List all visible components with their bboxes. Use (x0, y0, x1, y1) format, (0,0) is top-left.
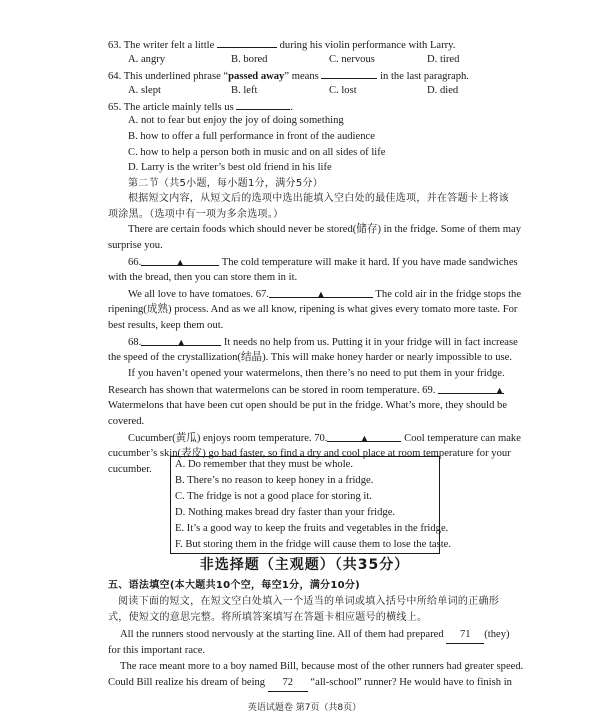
grammar-text: All the runners stood nervously at the starting line. All of them had prepared (120, 629, 444, 640)
choices-box (170, 456, 452, 554)
choice-b: B. There’s no reason to keep honey in a fridge. (175, 475, 374, 486)
q64-option-b: B. left (231, 85, 258, 96)
grammar-line-72 (108, 675, 512, 692)
q65-option-a: A. not to fear but enjoy the joy of doing something (128, 115, 344, 126)
q65-option-c: C. how to help a person both in music and on all sides of life (128, 147, 386, 158)
passage-line-q69 (108, 382, 504, 399)
passage-line: cucumber. (108, 464, 152, 475)
passage-line: covered. (108, 416, 145, 427)
passage-line: best results, keep them out. (108, 320, 224, 331)
section2-instruction-2: 项涂黑。（选项中有一项为多余选项。） (108, 209, 284, 220)
section5-instruction-1: 阅读下面的短文，在短文空白处填入一个适当的单词或填入括号中所给单词的正确形 (118, 596, 500, 607)
grammar-line: The race meant more to a boy named Bill, because most of the other runners had greater speed. (120, 661, 524, 672)
passage-line-q67 (128, 286, 521, 303)
q69-blank (438, 382, 504, 394)
q65-option-b: B. how to offer a full performance in front of the audience (128, 131, 375, 142)
section5-instruction-2: 式，使短文的意思完整。将所填答案填写在答题卡相应题号的横线上。 (108, 612, 428, 623)
passage-line-q66 (128, 254, 518, 271)
passage-line: cucumber’s skin(表皮) go bad faster, so find a dry and cool place at room temperature for your (108, 448, 511, 459)
q63-option-c: C. nervous (329, 54, 375, 65)
blank-71: 71 (446, 627, 484, 644)
q64-text-mid: ” means (284, 71, 319, 82)
q68-blank (141, 334, 221, 346)
blank-72: 72 (268, 675, 308, 692)
q65-option-d: D. Larry is the writer’s best old friend in his life (128, 162, 332, 173)
choice-f: F. But storing them in the fridge will cause them to lose the taste. (175, 539, 452, 550)
page-footer: 英语试题卷 第7页（共8页） (247, 703, 362, 713)
passage-text: The cold temperature will make it hard. If you have made sandwiches (221, 257, 518, 268)
q63-option-d: D. tired (427, 54, 460, 65)
grammar-text: Could Bill realize his dream of being (108, 677, 266, 688)
triangle-marker-icon: ▲ (495, 385, 505, 395)
q64-option-c: C. lost (329, 85, 357, 96)
q63-text: 63. The writer felt a little (108, 40, 215, 51)
part2-title: 非选择题（主观题）（共35分） (199, 557, 410, 573)
triangle-marker-icon: ▲ (316, 289, 326, 299)
triangle-marker-icon: ▲ (175, 257, 185, 267)
passage-line: surprise you. (108, 240, 163, 251)
q65-text: 65. The article mainly tells us (108, 102, 234, 113)
triangle-marker-icon: ▲ (360, 433, 369, 443)
q64-option-d: D. died (427, 85, 459, 96)
section2-heading: 第二节（共5小题，每小题1分，满分5分） (128, 178, 324, 189)
passage-line: Watermelons that have been cut open should be put in the fridge. What’s more, they should be (108, 400, 508, 411)
choice-c: C. The fridge is not a good place for storing it. (175, 491, 372, 502)
q67-blank (269, 286, 373, 298)
q63-option-a: A. angry (128, 54, 166, 65)
choice-d: D. Nothing makes bread dry faster than your fridge. (175, 507, 396, 518)
passage-line: with the bread, then you can store them in it. (108, 272, 298, 283)
q63-option-b: B. bored (231, 54, 268, 65)
passage-line-q70 (128, 430, 521, 447)
passage-text: We all love to have tomatoes. 67. (128, 289, 269, 300)
choice-e: E. It’s a good way to keep the fruits and vegetables in the fridge. (175, 523, 449, 534)
section5-note: (本大题共10个空，每空1分，满分10分) (169, 580, 361, 591)
q64-blank (321, 67, 377, 79)
q64-underlined-phrase: passed away (228, 71, 285, 82)
q65-text-end: . (290, 102, 294, 113)
section5-heading (108, 578, 360, 594)
passage-text: Cucumber(黄瓜) enjoys room temperature. 70. (128, 433, 328, 444)
triangle-marker-icon: ▲ (176, 337, 186, 347)
section2-instruction-1: 根据短文内容，从短文后的选项中选出能填入空白处的最佳选项，并在答题卡上将该 (128, 193, 510, 204)
passage-line: ripening(成熟) process. And as we all know, ripening is what gives every tomato more taste. For (108, 304, 518, 315)
passage-text: Research has shown that watermelons can be stored in room temperature. 69. (108, 385, 436, 396)
passage-text: It needs no help from us. Putting it in your fridge will in fact increase (223, 337, 518, 348)
q66-blank (141, 254, 219, 266)
q63-text-end: during his violin performance with Larry. (279, 40, 456, 51)
q65-blank (236, 98, 290, 110)
q64-text: 64. This underlined phrase “ (108, 71, 229, 82)
grammar-text: “all-school” runner? He would have to finish in (310, 677, 512, 688)
grammar-line: for this important race. (108, 645, 206, 656)
q63-blank (217, 36, 277, 48)
passage-line: the speed of the crystallization(结晶). This will make honey harder or nearly impossible to use. (108, 352, 513, 363)
passage-line: There are certain foods which should never be stored(储存) in the fridge. Some of them may (128, 224, 522, 235)
q64-text-end: in the last paragraph. (380, 71, 469, 82)
passage-line: If you haven’t opened your watermelons, then there’s no need to put them in your fridge. (128, 368, 505, 379)
q70-blank (327, 430, 401, 442)
grammar-hint: (they) (484, 629, 510, 640)
passage-text: Cool temperature can make (404, 433, 521, 444)
q64-option-a: A. slept (128, 85, 161, 96)
choice-a: A. Do remember that they must be whole. (175, 459, 353, 470)
grammar-line-71 (120, 627, 510, 644)
q64-stem (108, 67, 469, 85)
q68-number: 68. (128, 337, 142, 348)
passage-text: The cold air in the fridge stops the (375, 289, 522, 300)
q66-number: 66. (128, 257, 142, 268)
section5-title: 五、语法填空 (108, 580, 170, 591)
passage-line-q68 (128, 334, 518, 351)
